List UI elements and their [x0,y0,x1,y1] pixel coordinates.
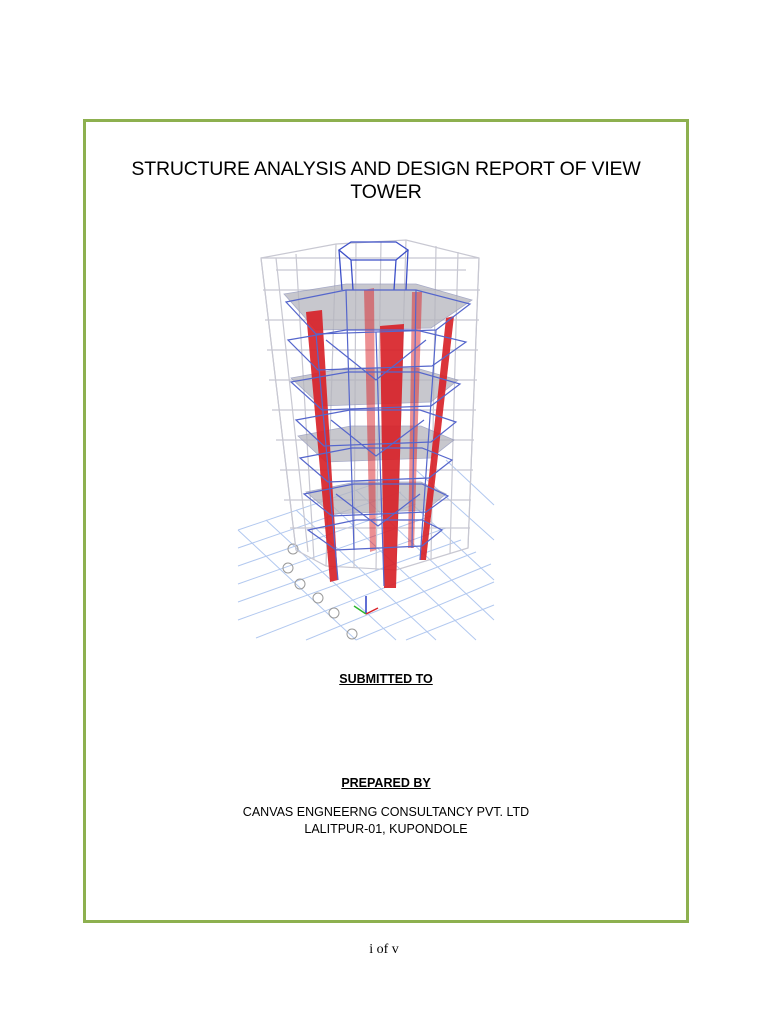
report-cover-border [83,119,689,923]
report-title [86,158,686,204]
report-title-line-2: TOWER [350,181,422,203]
page-number: i of v [369,942,399,957]
submitted-to-heading: SUBMITTED TO [339,672,433,686]
report-title-line-1: STRUCTURE ANALYSIS AND DESIGN REPORT OF VIEW [131,158,641,180]
tower-3d-model-figure [236,230,496,642]
prepared-by-heading: PREPARED BY [341,776,431,790]
company-name: CANVAS ENGNEERNG CONSULTANCY PVT. LTD [242,805,530,819]
company-address: LALITPUR-01, KUPONDOLE [304,822,468,836]
tower-model-svg [236,230,496,642]
grid-bubbles [283,544,357,639]
octagonal-core [339,242,408,290]
